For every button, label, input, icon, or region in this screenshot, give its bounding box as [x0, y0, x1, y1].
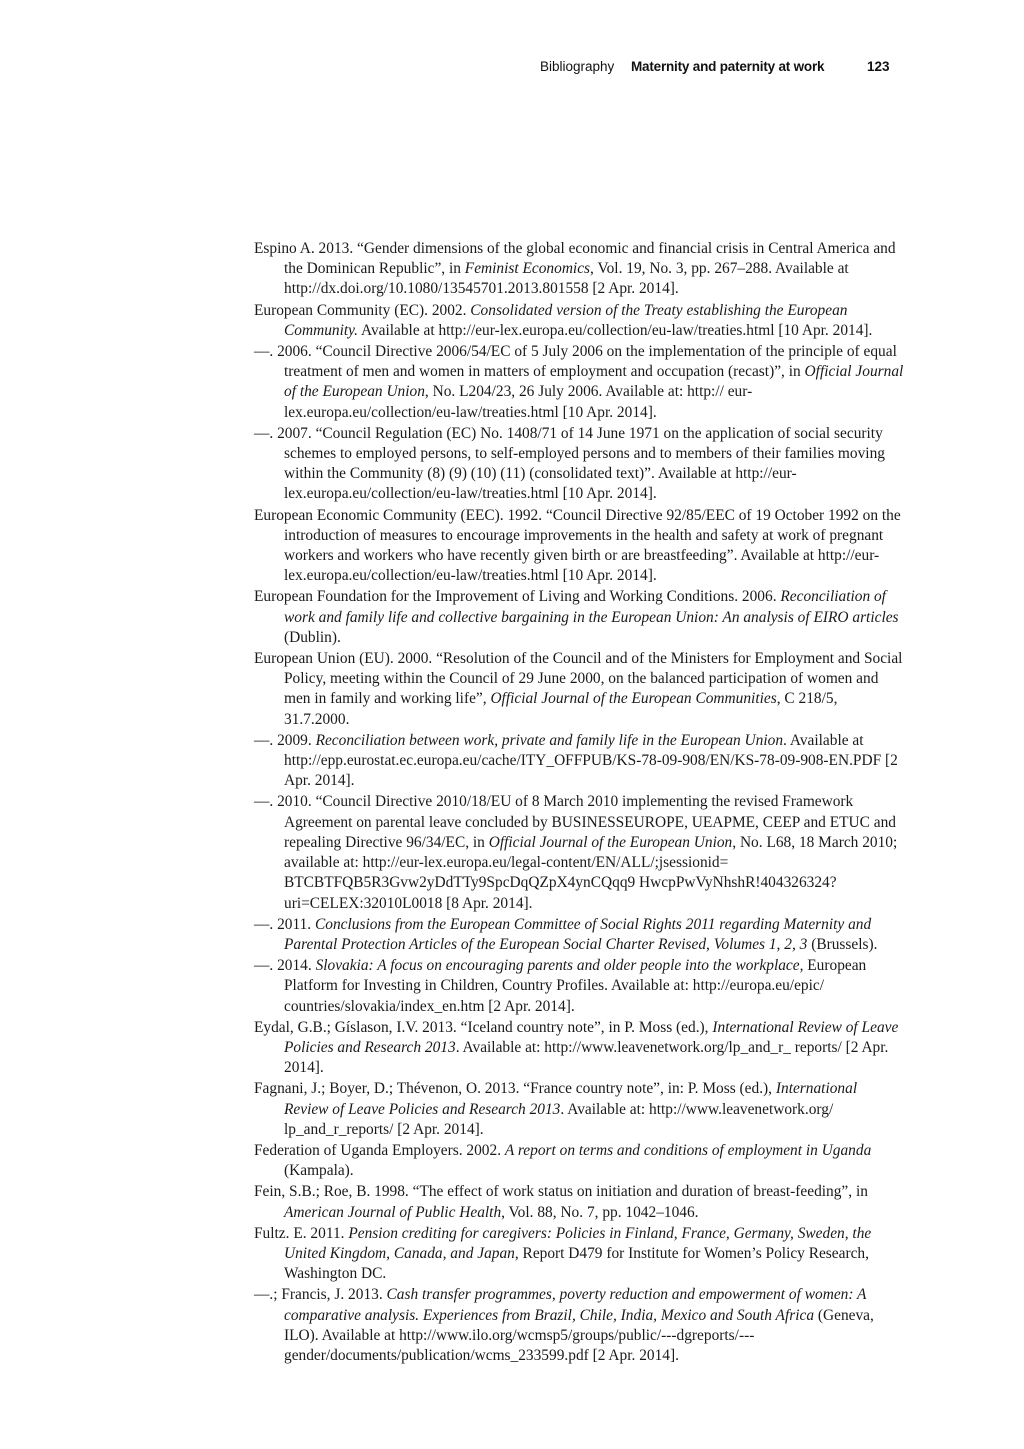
bibliography-entry [254, 792, 904, 913]
entry-text: European Foundation for the Improvement of Living and Working Conditions. 2006. [254, 588, 781, 606]
bibliography-entry [254, 915, 904, 955]
bibliography-entry [254, 301, 904, 341]
entry-text: . Available at: http://www.leavenetwork.org/lp_and_r_ reports/ [2 Apr. 2014]. [284, 1038, 889, 1077]
bibliography-entry [254, 1141, 904, 1181]
bibliography-entry [254, 506, 904, 587]
bibliography-entry [254, 342, 904, 423]
bibliography-entry [254, 649, 904, 730]
entry-title-italic: Official Journal of the European Communities [490, 690, 777, 708]
entry-title-italic: Reconciliation of work and family life and collective bargaining in the European Union: An analysis of EIRO articles [284, 588, 899, 626]
bibliography-entry [254, 587, 904, 648]
entry-text: , Report D479 for Institute for Women’s Policy Research, Washington DC. [284, 1244, 869, 1283]
bibliography-entry [254, 1285, 904, 1366]
entry-text: Federation of Uganda Employers. 2002. [254, 1141, 505, 1159]
entry-text: European Platform for Investing in Children, Country Profiles. Available at: http://europa.eu/epic/ countries/slovakia/index_en.htm [2 Apr. 2014]. [284, 957, 867, 1015]
entry-title-italic: Cash transfer programmes, poverty reduction and empowerment of women: A comparative analysis. Experiences from Brazil, Chile, India, Mexico and South Africa [284, 1286, 867, 1324]
bibliography-entry [254, 1182, 904, 1222]
entry-text: —. 2014. [254, 957, 316, 975]
entry-title-italic: International Review of Leave Policies and Research 2013 [284, 1018, 899, 1056]
entry-text: Espino A. 2013. “Gender dimensions of the global economic and financial crisis in Central America and the Dominican Republic”, in [254, 240, 896, 278]
entry-text: (Brussels). [807, 935, 878, 953]
entry-text: (Dublin). [284, 628, 341, 646]
bibliography-entry [254, 424, 904, 505]
bibliography-entry [254, 731, 904, 792]
entry-text: —.; Francis, J. 2013. [254, 1286, 387, 1304]
entry-text: European Union (EU). 2000. “Resolution of the Council and of the Ministers for Employment and Social Policy, meeting within the Council of 29 June 2000, on the balanced participation of women and men in family and working life”, [254, 650, 903, 708]
entry-text: —. 2009. [254, 731, 316, 749]
header-title: Maternity and paternity at work [631, 59, 825, 74]
entry-title-italic: Reconciliation between work, private and family life in the European Union [315, 731, 784, 749]
entry-text: (Geneva, ILO). Available at http://www.ilo.org/wcmsp5/groups/public/---dgreports/---gender/documents/publication/wcms_233599.pdf [2 Apr. 2014]. [284, 1306, 874, 1364]
header-section: Bibliography [540, 59, 615, 74]
entry-text: Available at http://eur-lex.europa.eu/collection/eu-law/treaties.html [10 Apr. 2014]. [357, 321, 873, 339]
entry-text: —. 2010. “Council Directive 2010/18/EU of 8 March 2010 implementing the revised Framework Agreement on parental leave concluded by BUSINESSEUROPE, UEAPME, CEEP and ETUC and repealing Directive 96/34/EC, in [254, 793, 896, 851]
entry-title-italic: Slovakia: A focus on encouraging parents and older people into the workplace, [315, 957, 804, 975]
bibliography-entry [254, 1018, 904, 1079]
entry-text: , Vol. 88, No. 7, pp. 1042–1046. [501, 1203, 699, 1221]
entry-text: (Kampala). [284, 1162, 354, 1180]
entry-title-italic: Feminist Economics [464, 260, 591, 278]
entry-text: —. 2006. “Council Directive 2006/54/EC of 5 July 2006 on the implementation of the principle of equal treatment of men and women in matters of employment and occupation (recast)”, in [254, 343, 897, 381]
entry-title-italic: Pension crediting for caregivers: Policies in Finland, France, Germany, Sweden, the United Kingdom, Canada, and Japan [284, 1224, 872, 1262]
entry-title-italic: Consolidated version of the Treaty establishing the European Community. [284, 301, 848, 339]
entry-text: . Available at http://epp.eurostat.ec.europa.eu/cache/ITY_OFFPUB/KS-78-09-908/EN/KS-78-09-908-EN.PDF [2 Apr. 2014]. [284, 731, 898, 790]
entry-title-italic: International Review of Leave Policies and Research 2013 [284, 1080, 858, 1118]
entry-text: , No. L204/23, 26 July 2006. Available at: http:// eur-lex.europa.eu/collection/eu-law/treaties.html [10 Apr. 2014]. [284, 383, 753, 421]
entry-text: European Community (EC). 2002. [254, 301, 471, 319]
entry-text: European Economic Community (EEC). 1992. “Council Directive 92/85/EEC of 19 October 1992 on the introduction of measures to encourage improvements in the health and safety at work of pregnant workers and workers who have recently given birth or are breastfeeding”. Available at http://eur-lex.europa.eu/collection/eu-law/treaties.html [10 Apr. 2014]. [254, 506, 901, 585]
entry-text: Fein, S.B.; Roe, B. 1998. “The effect of work status on initiation and duration of breast-feeding”, in [254, 1183, 868, 1201]
entry-text: Fultz. E. 2011. [254, 1224, 349, 1242]
entry-text: , No. L68, 18 March 2010; available at: http://eur-lex.europa.eu/legal-content/EN/ALL/;jsessionid= BTCBTFQB5R3Gvw2yDdTTy9SpcDqQZpX4ynCQqq9 HwcpPwVyNhshR!404326324? uri=CELEX:32010L0018 [8 Apr. 2014]. [284, 833, 898, 912]
entry-text: . Available at: http://www.leavenetwork.org/ lp_and_r_reports/ [2 Apr. 2014]. [284, 1100, 834, 1138]
entry-title-italic: Conclusions from the European Committee of Social Rights 2011 regarding Maternity and Parental Protection Articles of the European Social Charter Revised, Volumes 1, 2, 3 [284, 915, 872, 953]
entry-text: Fagnani, J.; Boyer, D.; Thévenon, O. 2013. “France country note”, in: P. Moss (ed.), [254, 1080, 776, 1098]
bibliography-entry [254, 239, 904, 300]
entry-title-italic: A report on terms and conditions of employment in Uganda [504, 1141, 872, 1159]
entry-text: —. 2011. [254, 915, 315, 933]
entry-text: , C 218/5, 31.7.2000. [284, 690, 838, 728]
bibliography-entry [254, 1224, 904, 1285]
entry-title-italic: Official Journal of the European Union [284, 363, 904, 401]
entry-title-italic: American Journal of Public Health [284, 1203, 502, 1221]
page-number: 123 [867, 59, 890, 74]
entry-title-italic: Official Journal of the European Union [488, 833, 733, 851]
entry-text: Eydal, G.B.; Gíslason, I.V. 2013. “Iceland country note”, in P. Moss (ed.), [254, 1018, 713, 1036]
entry-text: , Vol. 19, No. 3, pp. 267–288. Available at http://dx.doi.org/10.1080/13545701.2013.801558 [2 Apr. 2014]. [284, 260, 849, 298]
bibliography-list [254, 239, 904, 1367]
entry-text: —. 2007. “Council Regulation (EC) No. 1408/71 of 14 June 1971 on the application of social security schemes to employed persons, to self-employed persons and to members of their families moving within the Community (8) (9) (10) (11) (consolidated text)”. Available at http://eur-lex.europa.eu/collection/eu-law/treaties.html [10 Apr. 2014]. [254, 424, 885, 503]
bibliography-entry [254, 1079, 904, 1140]
bibliography-entry [254, 956, 904, 1017]
